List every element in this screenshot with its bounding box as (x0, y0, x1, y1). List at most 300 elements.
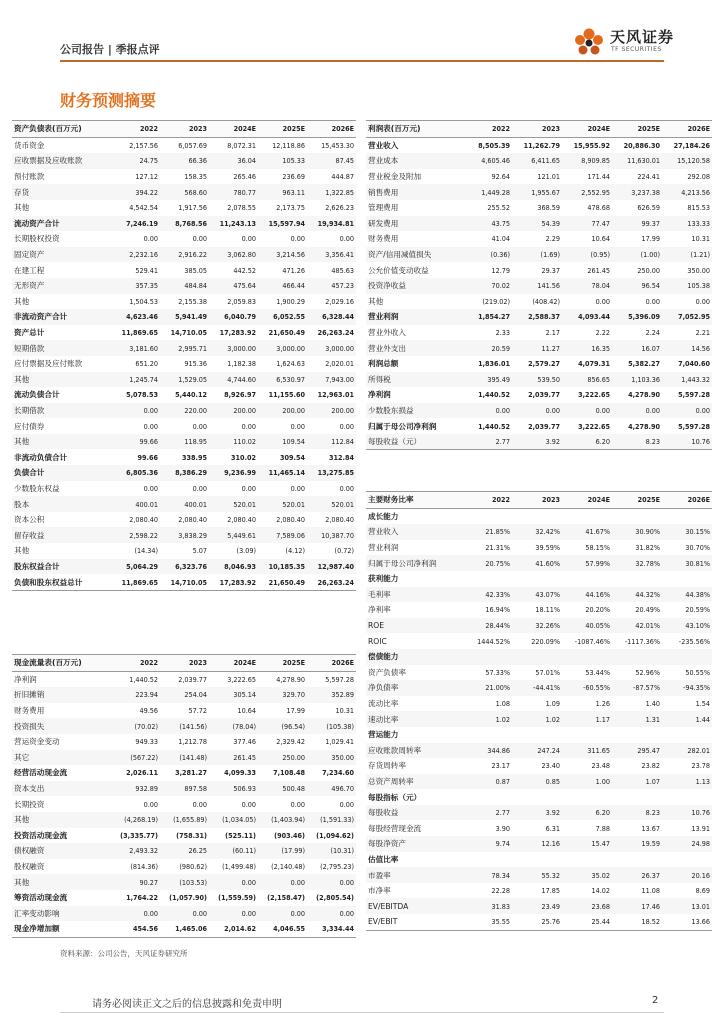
table-cell: 15,597.94 (258, 216, 307, 232)
table-row (12, 278, 356, 294)
table-cell: 8,046.93 (209, 559, 258, 575)
table-cell: 53.44% (585, 667, 610, 677)
table-cell: 2.24 (645, 328, 660, 338)
table-cell: 0.00 (241, 421, 256, 431)
table-row (12, 874, 356, 890)
table-cell: 23.78 (691, 761, 710, 771)
financial-ratios-table (366, 491, 712, 931)
table-cell: -1087.46% (574, 636, 610, 646)
table-row (12, 703, 356, 719)
table-cell: 133.33 (662, 216, 712, 232)
table-cell: 50.55% (685, 667, 710, 677)
table-cell: 0.00 (612, 403, 662, 419)
table-cell: 13,275.85 (307, 465, 356, 481)
table-cell: 4,278.90 (276, 674, 305, 684)
table-cell: 500.48 (258, 781, 307, 797)
table-cell (612, 789, 662, 805)
table-cell: 1,443.32 (662, 372, 712, 388)
table-cell: 1.08 (495, 699, 510, 709)
row-label: 股权融资 (14, 862, 45, 872)
table-cell: 7.88 (595, 823, 610, 833)
table-row (366, 153, 712, 169)
row-label: 其他 (12, 372, 111, 388)
table-cell: 78.04 (562, 278, 612, 294)
table-row (12, 356, 356, 372)
table-cell: 395.49 (462, 372, 512, 388)
table-cell: 295.47 (612, 743, 662, 759)
table-cell: 105.38 (662, 278, 712, 294)
row-label: 营运能力 (368, 730, 399, 740)
table-cell: 2,626.23 (325, 203, 354, 213)
table-cell: 43.07% (512, 587, 562, 603)
table-cell: 1.02 (512, 711, 562, 727)
column-header: 2023 (160, 655, 209, 672)
table-row (366, 665, 712, 681)
table-cell: 2.33 (495, 328, 510, 338)
table-row (366, 727, 712, 743)
table-cell: 350.00 (307, 750, 356, 766)
table-cell: 520.01 (307, 496, 356, 512)
column-header: 2026E (662, 492, 712, 509)
table-cell: 23.17 (491, 761, 510, 771)
table-cell (562, 727, 612, 743)
table-cell: 0.00 (290, 799, 305, 809)
table-cell (512, 508, 562, 524)
row-label: EV/EBIT (366, 914, 462, 930)
table-cell: 8.23 (612, 805, 662, 821)
table-row (366, 774, 712, 790)
row-label: 债权融资 (12, 843, 111, 859)
row-label: 营业收入 (366, 524, 462, 540)
table-cell: 3,214.56 (258, 247, 307, 263)
table-cell: 14.56 (662, 340, 712, 356)
table-cell: 17,283.92 (209, 574, 258, 590)
table-cell: 15.47 (562, 836, 612, 852)
table-cell: 0.00 (160, 906, 209, 922)
table-cell: 329.70 (258, 687, 307, 703)
table-cell (562, 508, 612, 524)
table-cell: 66.36 (160, 153, 209, 169)
row-label: 其它 (12, 750, 111, 766)
table-cell (612, 649, 662, 665)
table-cell: 8.23 (612, 434, 662, 450)
table-cell: 23.49 (512, 898, 562, 914)
table-cell: (758.31) (176, 830, 207, 840)
table-cell: 0.00 (290, 421, 305, 431)
table-cell: (2,140.48) (271, 862, 305, 872)
table-cell: 23.82 (641, 761, 660, 771)
table-cell: 6.20 (562, 434, 612, 450)
table-cell: 87.45 (307, 153, 356, 169)
table-cell: 0.00 (192, 234, 207, 244)
table-cell: 471.26 (282, 265, 305, 275)
table-cell: 43.75 (462, 216, 512, 232)
table-cell: 1,764.22 (126, 893, 158, 903)
table-cell: 0.00 (339, 483, 354, 493)
table-cell: (60.11) (209, 843, 258, 859)
table-row (12, 294, 356, 310)
table-cell: 0.00 (307, 906, 356, 922)
table-cell: 3,222.65 (578, 390, 610, 400)
table-cell: 0.87 (462, 774, 512, 790)
table-cell: 1.00 (562, 774, 612, 790)
table-row (366, 852, 712, 868)
column-header: 2022 (111, 121, 160, 138)
table-cell: (2,795.23) (320, 862, 354, 872)
row-label: 应收票据及应收账款 (12, 153, 111, 169)
table-cell: 44.32% (612, 587, 662, 603)
table-cell: 2,080.40 (178, 515, 207, 525)
table-cell: 2.22 (595, 328, 610, 338)
table-cell: (17.99) (258, 843, 307, 859)
table-cell: 6,805.36 (111, 465, 160, 481)
table-cell: 96.54 (612, 278, 662, 294)
table-row (366, 231, 712, 247)
table-cell: 3,281.27 (175, 768, 207, 778)
table-cell: 3.90 (495, 823, 510, 833)
table-cell: 0.00 (209, 906, 258, 922)
table-cell: 529.41 (135, 265, 158, 275)
table-row (12, 340, 356, 356)
table-cell: 1,029.41 (325, 737, 354, 747)
table-cell: 10.31 (335, 706, 354, 716)
table-title: 资产负债表(百万元) (12, 121, 111, 138)
table-cell: 0.00 (290, 483, 305, 493)
table-cell: 1,449.28 (462, 184, 512, 200)
table-cell: 0.00 (241, 799, 256, 809)
table-cell (662, 508, 712, 524)
row-label: 每股净资产 (366, 836, 462, 852)
table-cell: 442.52 (233, 265, 256, 275)
source-note: 资料来源：公司公告，天风证券研究所 (60, 949, 188, 958)
table-cell: 0.00 (695, 296, 710, 306)
row-label: 净利润 (14, 674, 37, 684)
table-cell: 8,386.29 (160, 465, 209, 481)
table-cell: 7,052.95 (662, 309, 712, 325)
table-cell: 44.16% (562, 587, 612, 603)
brand-logo (568, 22, 678, 58)
table-row (12, 559, 356, 575)
table-row (366, 867, 712, 883)
table-cell: 0.00 (192, 799, 207, 809)
table-cell: 5,064.29 (111, 559, 160, 575)
table-cell: 0.00 (258, 874, 307, 890)
row-label: 投资净收益 (366, 278, 462, 294)
table-cell: 118.95 (160, 434, 209, 450)
balance-sheet-table (12, 120, 356, 591)
table-cell: 0.00 (143, 483, 158, 493)
table-cell: 105.33 (258, 153, 307, 169)
table-row (12, 247, 356, 263)
table-cell: 5,597.28 (678, 390, 710, 400)
table-cell: (0.36) (462, 247, 512, 263)
table-cell: -94.35% (662, 680, 712, 696)
table-cell: 1,504.53 (129, 296, 158, 306)
table-cell: 20.59% (685, 605, 710, 615)
table-cell: 0.00 (241, 483, 256, 493)
table-row (12, 216, 356, 232)
row-label: 筹资活动现金流 (14, 893, 68, 903)
row-label: 非流动资产合计 (12, 309, 111, 325)
table-cell: (408.42) (532, 296, 560, 306)
table-cell: 400.01 (160, 496, 209, 512)
row-label: 股东权益合计 (12, 559, 111, 575)
table-row (12, 750, 356, 766)
row-label: 市净率 (368, 886, 391, 896)
table-cell: (219.02) (482, 296, 510, 306)
row-label: 现金净增加额 (12, 921, 111, 937)
footer-divider (60, 1012, 664, 1013)
table-cell: 8.69 (695, 886, 710, 896)
table-cell: 30.81% (662, 555, 712, 571)
row-label: 估值比率 (368, 854, 399, 864)
table-cell: 1.17 (562, 711, 612, 727)
table-cell: 13.67 (641, 823, 660, 833)
table-row (366, 789, 712, 805)
table-cell: 40.05% (562, 618, 612, 634)
table-cell: 0.00 (462, 403, 512, 419)
table-cell: (103.53) (160, 874, 209, 890)
table-cell: 16.94% (485, 605, 510, 615)
table-cell: 3,000.00 (307, 340, 356, 356)
table-cell: 963.11 (258, 184, 307, 200)
table-cell: 10.76 (662, 805, 712, 821)
table-cell: 41.60% (512, 555, 562, 571)
table-cell: 2,173.75 (276, 203, 305, 213)
table-cell: 4,278.90 (628, 390, 660, 400)
table-row (366, 836, 712, 852)
table-cell: 2,598.22 (111, 527, 160, 543)
table-cell: 4,605.46 (462, 153, 512, 169)
table-cell: -87.57% (612, 680, 662, 696)
table-cell: 14,710.05 (170, 328, 207, 338)
table-cell: 3,334.44 (307, 921, 356, 937)
table-cell: (3.09) (236, 546, 256, 556)
table-cell: (1,559.59) (218, 893, 256, 903)
table-cell: 5,449.61 (209, 527, 258, 543)
row-label: 其他 (12, 434, 111, 450)
table-row (366, 571, 712, 587)
table-cell: 32.42% (512, 524, 562, 540)
table-cell: -44.41% (512, 680, 562, 696)
footer-disclaimer: 请务必阅读正文之后的信息披露和免责申明 (92, 999, 282, 1010)
row-label: 无形资产 (12, 278, 111, 294)
row-label: 资产/信用减值损失 (366, 247, 462, 263)
table-cell: 20.16 (662, 867, 712, 883)
table-cell: 52.96% (635, 667, 660, 677)
table-cell (512, 727, 562, 743)
table-row (12, 734, 356, 750)
table-row (366, 618, 712, 634)
table-cell: 1,624.63 (276, 359, 305, 369)
table-cell: 2,157.56 (129, 140, 158, 150)
table-cell: 18.52 (612, 914, 662, 930)
table-cell: 1,103.36 (612, 372, 662, 388)
table-cell: 200.00 (209, 403, 258, 419)
table-row (12, 153, 356, 169)
table-row (12, 137, 356, 153)
table-cell: 4,213.56 (662, 184, 712, 200)
header-divider (60, 60, 664, 62)
table-cell (562, 571, 612, 587)
table-cell: 0.00 (192, 483, 207, 493)
table-cell: 78.34 (462, 867, 512, 883)
table-cell: 2,493.32 (111, 843, 160, 859)
table-cell: 6,328.44 (307, 309, 356, 325)
table-cell: 1,245.74 (111, 372, 160, 388)
table-cell: 1444.52% (477, 636, 510, 646)
table-cell: 32.26% (512, 618, 562, 634)
table-cell: 35.02 (562, 867, 612, 883)
table-cell: 2,080.40 (227, 515, 256, 525)
table-row (366, 587, 712, 603)
table-cell: 282.01 (662, 743, 712, 759)
row-label: 营业成本 (366, 153, 462, 169)
table-cell: 57.72 (188, 706, 207, 716)
section-title: 财务预测摘要 (60, 91, 157, 110)
table-cell: 6,411.65 (512, 153, 562, 169)
table-cell: 10.64 (237, 706, 256, 716)
table-cell: 30.15% (662, 524, 712, 540)
table-row (12, 434, 356, 450)
table-row (12, 687, 356, 703)
table-header-row (12, 655, 356, 672)
table-cell: 6,057.69 (178, 140, 207, 150)
table-cell: 520.01 (258, 496, 307, 512)
table-cell: 2,078.55 (227, 203, 256, 213)
table-cell: 11,243.13 (209, 216, 258, 232)
table-cell: 25.76 (512, 914, 562, 930)
table-row (12, 906, 356, 922)
row-label: 货币资金 (14, 140, 45, 150)
column-header: 2026E (307, 121, 356, 138)
table-cell: 2,020.01 (325, 359, 354, 369)
table-cell: 0.00 (339, 799, 354, 809)
table-cell: 41.67% (562, 524, 612, 540)
table-cell: 475.64 (209, 278, 258, 294)
table-cell: 626.59 (637, 203, 660, 213)
table-cell: 1,836.01 (478, 359, 510, 369)
table-row (366, 247, 712, 263)
table-cell: (1,057.90) (169, 893, 207, 903)
column-header: 2022 (462, 492, 512, 509)
row-label: 流动比率 (368, 699, 399, 709)
row-label: 研发费用 (366, 216, 462, 232)
table-row (366, 372, 712, 388)
table-cell: 5.07 (192, 546, 207, 556)
row-label: 折旧摊销 (12, 687, 111, 703)
table-row (366, 540, 712, 556)
row-label: 每股收益（元） (366, 434, 462, 450)
column-header: 2024E (209, 655, 258, 672)
row-label: 净利率 (368, 605, 391, 615)
table-cell: (1,655.89) (160, 812, 209, 828)
table-cell: (1,499.48) (222, 862, 256, 872)
table-cell: (980.62) (179, 862, 207, 872)
table-cell: 3,356.41 (307, 247, 356, 263)
table-cell: 43.10% (662, 618, 712, 634)
table-cell: 12,987.40 (307, 559, 356, 575)
table-cell: 24.75 (111, 153, 160, 169)
table-cell: (1.69) (512, 247, 562, 263)
row-label: 成长能力 (368, 511, 399, 521)
table-cell: -235.56% (678, 636, 710, 646)
table-cell: 200.00 (258, 403, 307, 419)
column-header: 2026E (307, 655, 356, 672)
table-row (366, 555, 712, 571)
table-cell: 466.44 (258, 278, 307, 294)
table-cell: 338.95 (182, 452, 207, 462)
table-cell: 3,237.38 (612, 184, 662, 200)
table-cell: 13.91 (691, 823, 710, 833)
table-cell: (903.46) (274, 830, 305, 840)
table-cell: (1,094.62) (316, 830, 354, 840)
table-cell: 21,650.49 (258, 574, 307, 590)
table-cell: 12,118.86 (272, 140, 305, 150)
table-cell: 312.84 (329, 452, 354, 462)
table-cell: 11,262.79 (523, 140, 560, 150)
table-cell: 2,552.95 (562, 184, 612, 200)
row-label: 流动资产合计 (12, 216, 111, 232)
table-row (12, 921, 356, 937)
table-cell: 496.70 (307, 781, 356, 797)
table-cell: 949.33 (135, 737, 158, 747)
table-row (366, 743, 712, 759)
table-cell: 1,440.52 (129, 674, 158, 684)
table-cell: 14,710.05 (160, 574, 209, 590)
row-label: 存货周转率 (368, 761, 406, 771)
table-cell: 20.59 (462, 340, 512, 356)
table-cell: 454.56 (111, 921, 160, 937)
table-cell: 2,080.40 (129, 515, 158, 525)
table-cell: 3,181.60 (111, 340, 160, 356)
table-cell: 6.20 (562, 805, 612, 821)
table-cell: 55.32 (512, 867, 562, 883)
table-row (12, 325, 356, 341)
table-cell: 17.85 (541, 886, 560, 896)
table-cell: 26,263.24 (307, 574, 356, 590)
table-cell: 457.23 (307, 278, 356, 294)
page-number: 2 (652, 995, 659, 1006)
table-row (12, 372, 356, 388)
table-row (366, 184, 712, 200)
table-cell: 1,440.52 (478, 390, 510, 400)
table-title: 主要财务比率 (366, 492, 462, 509)
row-label: 速动比率 (366, 711, 462, 727)
table-cell: 1.54 (695, 699, 710, 709)
table-cell: 247.24 (512, 743, 562, 759)
table-cell: 520.01 (209, 496, 258, 512)
table-cell: 8,768.56 (160, 216, 209, 232)
table-row (366, 898, 712, 914)
table-cell: 11,869.65 (111, 574, 160, 590)
table-cell: 2,080.40 (325, 515, 354, 525)
table-cell: 0.00 (662, 403, 712, 419)
table-cell: 265.46 (233, 172, 256, 182)
table-cell: 5,941.49 (160, 309, 209, 325)
row-label: 其他 (14, 296, 30, 306)
table-cell: 815.53 (687, 203, 710, 213)
table-cell: (10.31) (307, 843, 356, 859)
table-cell: 112.84 (307, 434, 356, 450)
table-cell: 2,026.11 (126, 768, 158, 778)
table-cell (462, 727, 512, 743)
table-cell: 11.08 (641, 886, 660, 896)
table-row (12, 796, 356, 812)
table-cell: 357.35 (111, 278, 160, 294)
table-cell: -1117.36% (624, 636, 660, 646)
table-cell: 7,040.60 (678, 359, 710, 369)
